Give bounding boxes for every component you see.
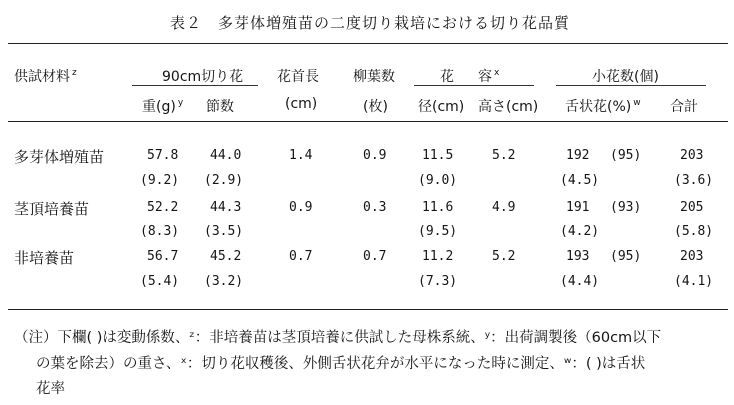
cell-height: 5.2 <box>492 148 516 163</box>
cell-weight: 52.2 <box>147 200 179 215</box>
header-shape-a: 花 <box>440 69 454 85</box>
cell-ligulate-pct: (93) <box>610 200 642 215</box>
header-neck-unit: (cm) <box>285 96 318 112</box>
header-total: 合計 <box>670 99 698 115</box>
cell-neck: 1.4 <box>289 148 313 163</box>
footnote-line-3: 花率 <box>36 381 65 397</box>
underline-shape <box>414 85 534 86</box>
cell-leaf: 0.9 <box>363 148 387 163</box>
row-label: 非培養苗 <box>14 249 75 267</box>
cv-weight: (9.2) <box>140 173 180 188</box>
header-florets: 小花数(個) <box>592 69 659 85</box>
cv-total: (4.1) <box>674 274 714 289</box>
cell-nodes: 44.0 <box>210 148 242 163</box>
bottom-rule <box>8 309 728 310</box>
cell-diameter: 11.2 <box>422 249 454 264</box>
cv-ligulate: (4.5) <box>560 173 600 188</box>
table-title: 表２ 多芽体増殖苗の二度切り栽培における切り花品質 <box>170 14 571 32</box>
header-cut90: 90cm切り花 <box>162 69 244 85</box>
cell-height: 5.2 <box>492 249 516 264</box>
cv-total: (5.8) <box>674 224 714 239</box>
header-diameter: 径(cm) <box>418 99 465 115</box>
cell-neck: 0.9 <box>289 200 313 215</box>
cell-leaf: 0.7 <box>363 249 387 264</box>
cell-height: 4.9 <box>492 200 516 215</box>
cell-total: 203 <box>680 148 704 163</box>
cv-nodes: (2.9) <box>204 173 244 188</box>
cell-weight: 57.8 <box>147 148 179 163</box>
cv-diameter: (7.3) <box>418 274 458 289</box>
underline-florets <box>556 85 706 86</box>
header-material: 供試材料 $^z$ <box>14 68 77 85</box>
footnote-line-1: （注）下欄( )は変動係数、ᶻ：非培養苗は茎頂培養に供試した母株系統、ʸ：出荷調製後（60cm以下 <box>14 330 662 346</box>
header-height: 高さ(cm) <box>478 99 539 115</box>
cv-diameter: (9.5) <box>418 224 458 239</box>
header-leaf-unit: (枚) <box>363 99 388 115</box>
footnote-line-2: の葉を除去）の重さ、ˣ：切り花収穫後、外側舌状花弁が水平になった時に測定、ʷ：( )は舌状 <box>36 356 646 372</box>
cell-neck: 0.7 <box>289 249 313 264</box>
cell-nodes: 44.3 <box>210 200 242 215</box>
cell-total: 205 <box>680 200 704 215</box>
cv-total: (3.6) <box>674 173 714 188</box>
cell-ligulate: 191 <box>566 200 590 215</box>
cv-ligulate: (4.2) <box>560 224 600 239</box>
header-neck: 花首長 <box>277 69 319 85</box>
row-label: 多芽体増殖苗 <box>14 148 105 166</box>
cell-leaf: 0.3 <box>363 200 387 215</box>
cv-weight: (8.3) <box>140 224 180 239</box>
cell-weight: 56.7 <box>147 249 179 264</box>
header-weight: 重(g) $^y$ <box>142 98 184 115</box>
row-label: 茎頂培養苗 <box>14 200 90 218</box>
cv-diameter: (9.0) <box>418 173 458 188</box>
cell-ligulate: 193 <box>566 249 590 264</box>
cell-ligulate: 192 <box>566 148 590 163</box>
header-leaf: 柳葉数 <box>353 69 395 85</box>
cell-ligulate-pct: (95) <box>610 148 642 163</box>
cv-weight: (5.4) <box>140 274 180 289</box>
cell-ligulate-pct: (95) <box>610 249 642 264</box>
cell-total: 203 <box>680 249 704 264</box>
top-rule <box>8 43 728 44</box>
cv-nodes: (3.5) <box>204 224 244 239</box>
underline-cut90 <box>132 85 258 86</box>
cell-diameter: 11.5 <box>422 148 454 163</box>
header-rule <box>8 121 728 122</box>
header-ligulate: 舌状花(%) $^w$ <box>565 98 641 115</box>
cv-ligulate: (4.4) <box>560 274 600 289</box>
cell-nodes: 45.2 <box>210 249 242 264</box>
cell-diameter: 11.6 <box>422 200 454 215</box>
header-nodes: 節数 <box>206 99 234 115</box>
cv-nodes: (3.2) <box>204 274 244 289</box>
header-shape-b: 容 $^x$ <box>478 68 500 85</box>
